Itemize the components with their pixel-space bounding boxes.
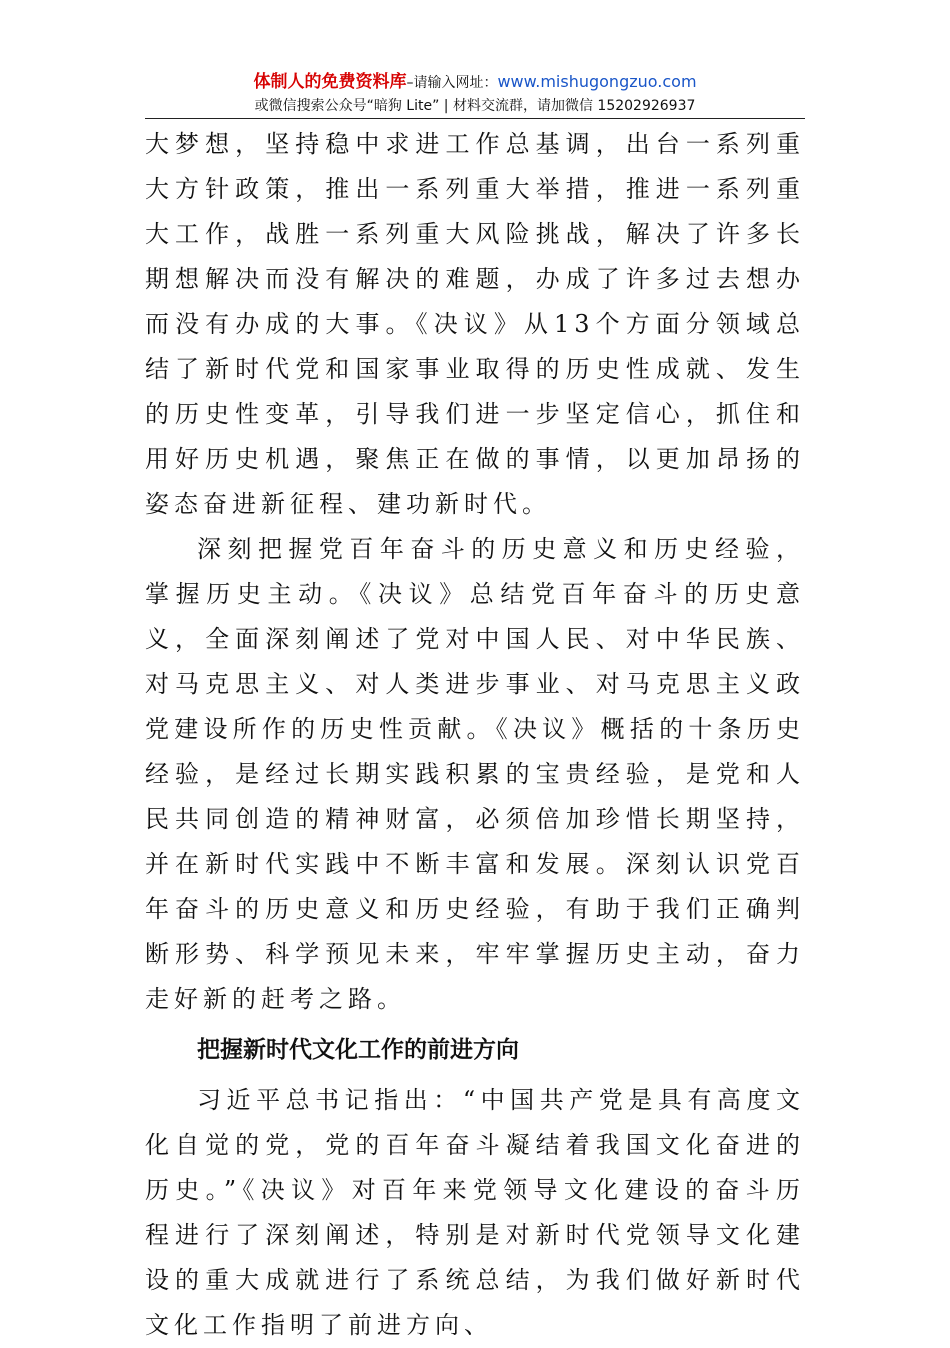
page-header: [145, 70, 805, 117]
url-prompt: –请输入网址：: [406, 75, 498, 91]
header-line-2: 或微信搜索公众号“暗狗 Lite” | 材料交流群，请加微信 15202926937: [254, 98, 696, 114]
header-divider: [145, 118, 805, 119]
website-link[interactable]: www.mishugongzuo.com: [497, 72, 697, 91]
section-heading: 把握新时代文化工作的前进方向: [197, 1037, 519, 1063]
paragraph-2: 深刻把握党百年奋斗的历史意义和历史经验，掌握历史主动。《决议》总结党百年奋斗的历史意义，全面深刻阐述了党对中国人民、对中华民族、对马克思主义、对人类进步事业、对马克思主义政党建设所作的历史性贡献。《决议》概括的十条历史经验，是经过长期实践积累的宝贵经验，是党和人民共同创造的精神财富，必须倍加珍惜长期坚持，并在新时代实践中不断丰富和发展。深刻认识党百年奋斗的历史意义和历史经验，有助于我们正确判断形势、科学预见未来，牢牢掌握历史主动，奋力走好新的赶考之路。: [145, 535, 805, 1013]
brand-title: 体制人的免费资料库: [253, 72, 407, 92]
paragraph-1: 大梦想，坚持稳中求进工作总基调，出台一系列重大方针政策，推出一系列重大举措，推进一系列重大工作，战胜一系列重大风险挑战，解决了许多长期想解决而没有解决的难题，办成了许多过去想办而没有办成的大事。《决议》从13个方面分领域总结了新时代党和国家事业取得的历史性成就、发生的历史性变革，引导我们进一步坚定信心，抓住和用好历史机遇，聚焦正在做的事情，以更加昂扬的姿态奋进新征程、建功新时代。: [145, 130, 805, 518]
header-line-1: [145, 70, 805, 95]
paragraph-3: 习近平总书记指出：“中国共产党是具有高度文化自觉的党，党的百年奋斗凝结着我国文化奋进的历史。”《决议》对百年来党领导文化建设的奋斗历程进行了深刻阐述，特别是对新时代党领导文化建设的重大成就进行了系统总结，为我们做好新时代文化工作指明了前进方向、: [145, 1086, 805, 1339]
document-body: [145, 122, 805, 1348]
